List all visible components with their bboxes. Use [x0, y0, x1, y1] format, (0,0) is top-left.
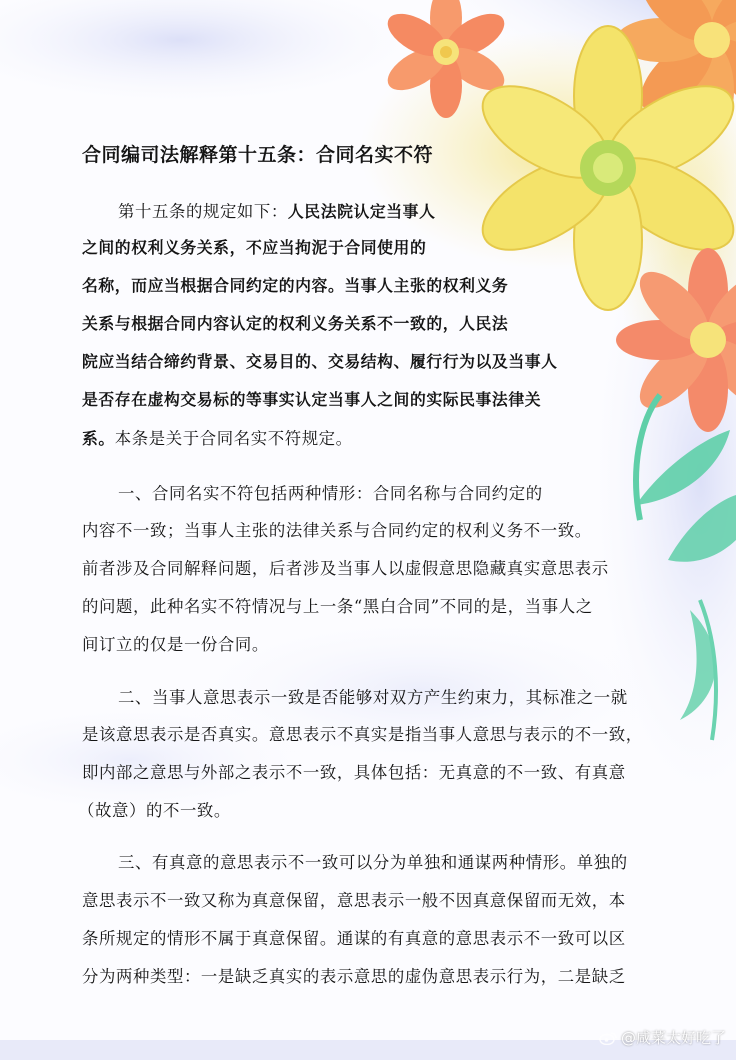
text-line: 三、有真意的意思表示不一致可以分为单独和通谋两种情形。单独的	[118, 853, 628, 872]
text-line: 前者涉及合同解释问题，后者涉及当事人以虚假意思隐藏真实意思表示	[82, 559, 609, 578]
text-line	[82, 425, 353, 449]
text-line: 院应当结合缔约背景、交易目的、交易结构、履行行为以及当事人	[82, 352, 558, 371]
text-line: 的问题，此种名实不符情况与上一条“黑白合同”不同的是，当事人之	[82, 597, 593, 616]
text-line: 意思表示不一致又称为真意保留，意思表示一般不因真意保留而无效，本	[82, 891, 626, 910]
text-line: 分为两种类型：一是缺乏真实的表示意思的虚伪意思表示行为，二是缺乏	[82, 967, 626, 986]
text-line: 关系与根据合同内容认定的权利义务关系不一致的，人民法	[82, 314, 509, 333]
text-line: 是该意思表示是否真实。意思表示不真实是指当事人意思与表示的不一致，	[82, 725, 643, 744]
text-bold: 系。	[82, 429, 115, 448]
text-line: 间订立的仅是一份合同。	[82, 635, 269, 654]
watermark-text: @咸菜太好吃了	[620, 1029, 726, 1047]
text-line: 一、合同名实不符包括两种情形：合同名称与合同约定的	[118, 484, 543, 503]
page-title: 合同编司法解释第十五条：合同名实不符	[82, 144, 434, 166]
text-line: 名称，而应当根据合同约定的内容。当事人主张的权利义务	[82, 276, 509, 295]
text-line: 即内部之意思与外部之表示不一致，具体包括：无真意的不一致、有真意	[82, 763, 626, 782]
text-line: 条所规定的情形不属于真意保留。通谋的有真意的意思表示不一致可以区	[82, 929, 626, 948]
text-line: 二、当事人意思表示一致是否能够对双方产生约束力，其标准之一就	[118, 688, 628, 707]
text-line: （故意）的不一致。	[78, 801, 231, 820]
text-line: 内容不一致；当事人主张的法律关系与合同约定的权利义务不一致。	[82, 521, 592, 540]
text-bold: 人民法院认定当事人	[287, 202, 436, 221]
text-line: 是否存在虚构交易标的等事实认定当事人之间的实际民事法律关	[82, 390, 542, 409]
weibo-icon	[599, 1031, 617, 1045]
watermark	[599, 1027, 726, 1048]
text-line	[118, 198, 435, 222]
text-normal: 本条是关于合同名实不符规定。	[114, 429, 353, 448]
text-line: 之间的权利义务关系，不应当拘泥于合同使用的	[82, 238, 427, 257]
text-normal: 第十五条的规定如下：	[118, 202, 288, 221]
